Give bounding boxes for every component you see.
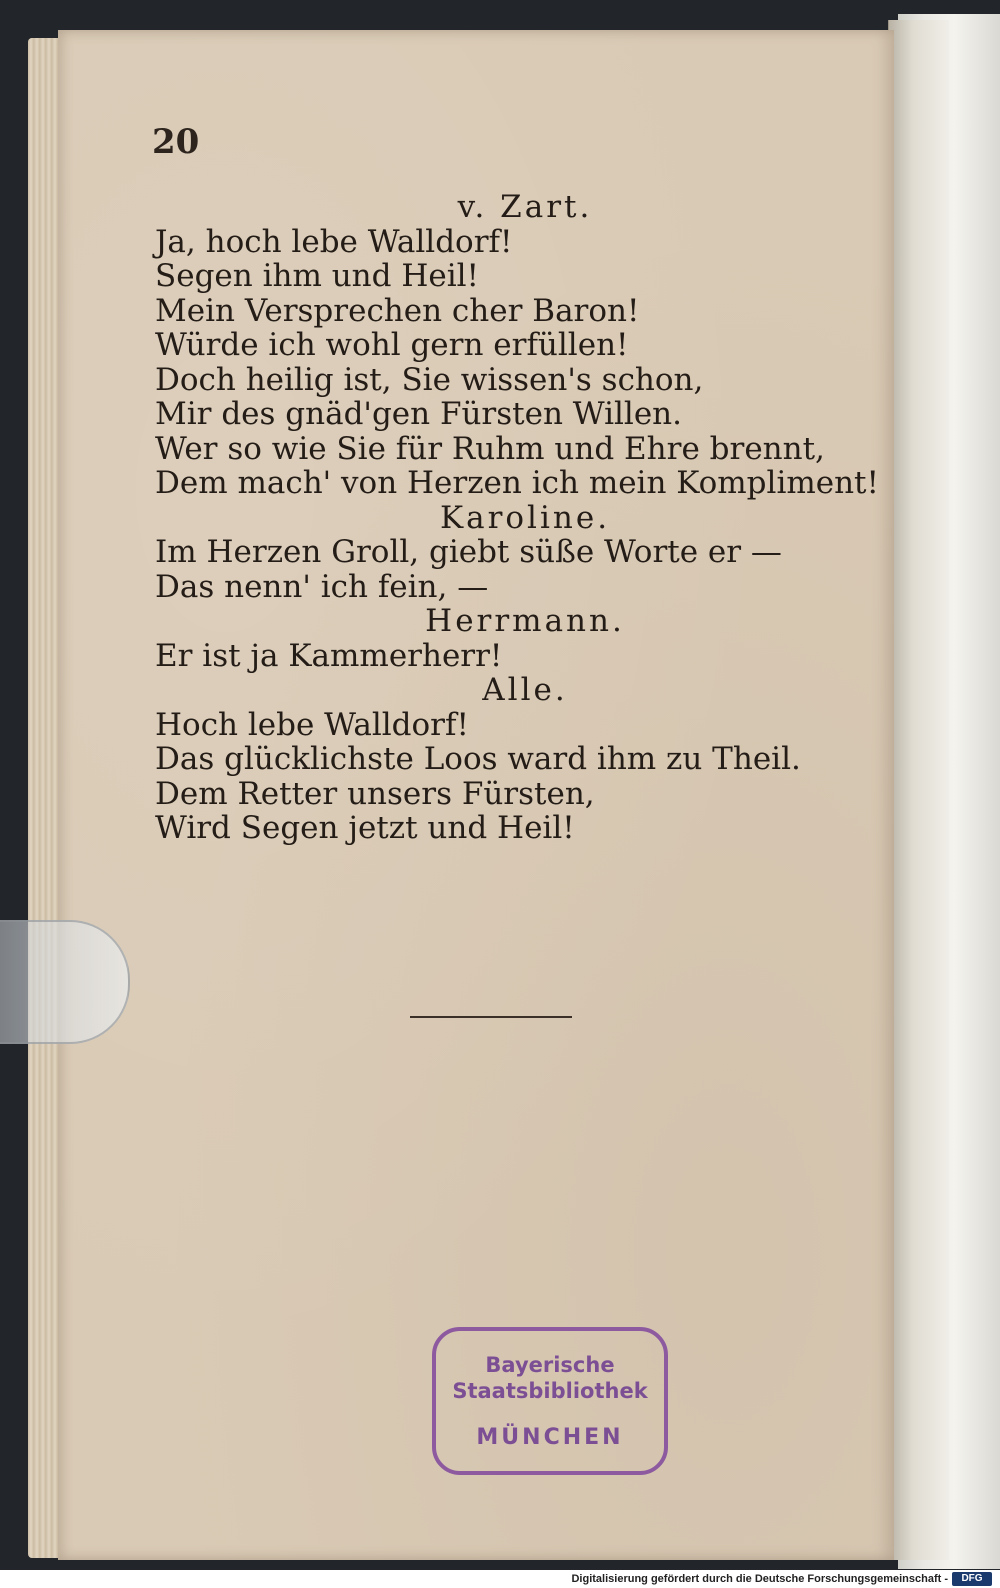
verse-line: Im Herzen Groll, giebt süße Worte er — bbox=[155, 534, 782, 570]
verse-line: Wer so wie Sie für Ruhm und Ehre brennt, bbox=[155, 430, 825, 467]
speaker-name: Herrmann. bbox=[425, 603, 625, 639]
verse-line: Hoch lebe Walldorf! bbox=[155, 706, 469, 743]
page-clip bbox=[0, 920, 130, 1044]
verse-line: Das glücklichste Loos ward ihm zu Theil. bbox=[155, 741, 801, 777]
stamp-line-2: Staatsbibliothek bbox=[452, 1379, 648, 1403]
speaker-name: Alle. bbox=[482, 672, 568, 708]
library-stamp bbox=[432, 1327, 668, 1475]
verse-line: Dem Retter unsers Fürsten, bbox=[155, 775, 595, 812]
verse-line: Mir des gnäd'gen Fürsten Willen. bbox=[155, 396, 682, 432]
verse-line: Wird Segen jetzt und Heil! bbox=[155, 810, 575, 846]
verse-line: Segen ihm und Heil! bbox=[155, 258, 480, 294]
footer-credit: Digitalisierung gefördert durch die Deutsche Forschungsgemeinschaft - bbox=[571, 1573, 948, 1585]
verse-line: Das nenn' ich fein, — bbox=[155, 568, 489, 605]
speaker-name: Karoline. bbox=[439, 499, 611, 536]
binding-edge bbox=[888, 20, 949, 1560]
speaker-name: v. Zart. bbox=[457, 189, 593, 225]
stamp-line-3: MÜNCHEN bbox=[476, 1425, 624, 1450]
dfg-logo-icon: DFG bbox=[952, 1572, 992, 1586]
text-block bbox=[155, 189, 879, 846]
verse-line: Dem mach' von Herzen ich mein Kompliment! bbox=[155, 465, 879, 501]
verse-line: Würde ich wohl gern erfüllen! bbox=[155, 327, 629, 363]
verse-line: Er ist ja Kammerherr! bbox=[155, 637, 503, 674]
verse-line: Mein Versprechen cher Baron! bbox=[155, 292, 640, 329]
verse-line: Ja, hoch lebe Walldorf! bbox=[155, 223, 513, 260]
divider-rule bbox=[410, 1016, 572, 1018]
stamp-line-1: Bayerische bbox=[485, 1353, 615, 1377]
page-number: 20 bbox=[152, 122, 200, 162]
verse-line: Doch heilig ist, Sie wissen's schon, bbox=[155, 361, 704, 398]
